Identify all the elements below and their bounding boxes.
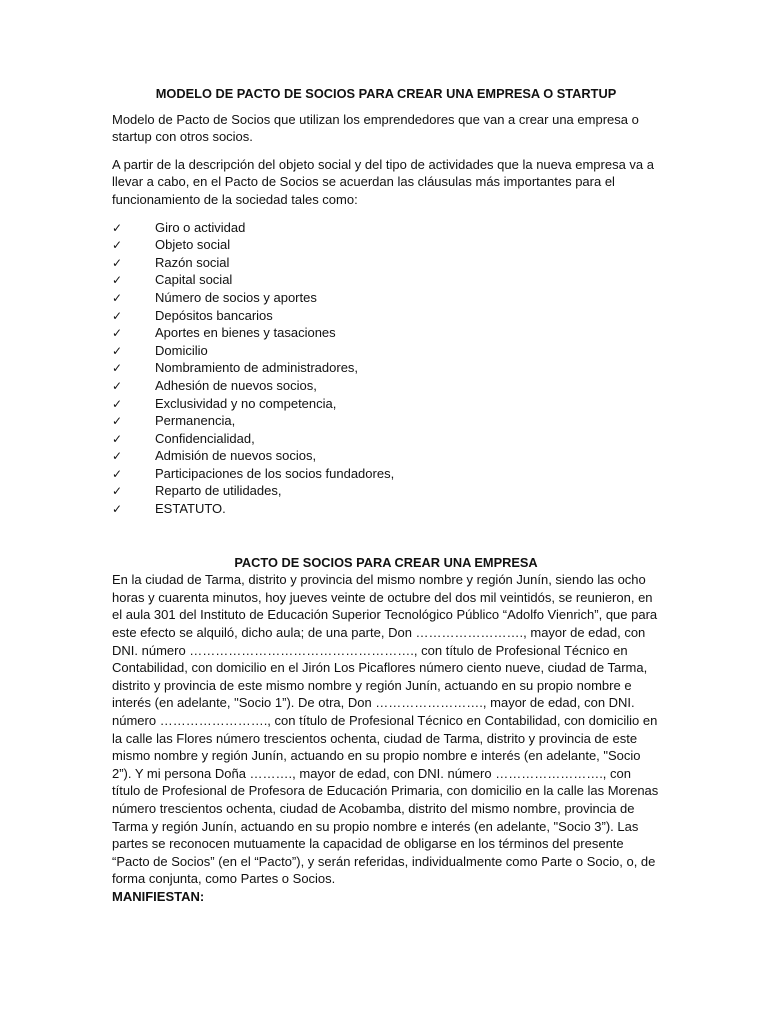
checkmark-icon: ✓ (112, 449, 123, 464)
checklist-item (112, 324, 660, 342)
document-title: MODELO DE PACTO DE SOCIOS PARA CREAR UNA EMPRESA O STARTUP (155, 86, 617, 101)
checklist-item (112, 289, 660, 307)
checklist-item (112, 447, 660, 465)
checklist-item-label: Giro o actividad (155, 219, 246, 235)
document-content (112, 85, 660, 906)
checklist-item (112, 500, 660, 518)
checklist-item-label: ESTATUTO. (155, 501, 226, 517)
description-paragraph: A partir de la descripción del objeto social y del tipo de actividades que la nueva empresa va a llevar a cabo, en el Pacto de Socios se acuerdan las cláusulas más importantes para el funcionamiento de la sociedad tales como: (112, 156, 654, 207)
checkmark-icon: ✓ (112, 255, 123, 270)
checkmark-icon: ✓ (112, 343, 123, 358)
checklist-item-label: Razón social (155, 254, 230, 270)
intro-paragraph: Modelo de Pacto de Socios que utilizan los emprendedores que van a crear una empresa o startup con otros socios. (112, 111, 639, 145)
checklist-item (112, 219, 660, 237)
checklist-item (112, 395, 660, 413)
section-title: PACTO DE SOCIOS PARA CREAR UNA EMPRESA (234, 554, 538, 570)
checkmark-icon: ✓ (112, 290, 123, 305)
checklist-item (112, 430, 660, 448)
checklist-item (112, 359, 660, 377)
checkmark-icon: ✓ (112, 502, 123, 517)
checklist-item-label: Domicilio (155, 342, 208, 358)
checklist-item (112, 271, 660, 289)
checkmark-icon: ✓ (112, 466, 123, 481)
checklist-item (112, 482, 660, 500)
checklist-item (112, 254, 660, 272)
checklist-item-label: Aportes en bienes y tasaciones (155, 325, 336, 341)
checkmark-icon: ✓ (112, 484, 123, 499)
checklist-item (112, 412, 660, 430)
checkmark-icon: ✓ (112, 273, 123, 288)
checkmark-icon: ✓ (112, 326, 123, 341)
checkmark-icon: ✓ (112, 361, 123, 376)
checkmark-icon: ✓ (112, 414, 123, 429)
checklist-item (112, 342, 660, 360)
checkmark-icon: ✓ (112, 220, 123, 235)
checklist-item-label: Exclusividad y no competencia, (155, 395, 337, 411)
checklist-item-label: Permanencia, (155, 413, 236, 429)
checklist-item-label: Confidencialidad, (155, 430, 255, 446)
checklist-item (112, 377, 660, 395)
checklist-item-label: Nombramiento de administradores, (155, 360, 359, 376)
checklist-item (112, 236, 660, 254)
checklist-item-label: Objeto social (155, 237, 231, 253)
agreement-body-paragraph: En la ciudad de Tarma, distrito y provincia del mismo nombre y región Junín, siendo las ocho horas y cuarenta minutos, hoy jueves veinte de octubre del dos mil veintidós, se reunieron, en el aula 301 del Instituto de Educación Superior Tecnológico Público “Adolfo Vienrich”, que para este efecto se alquiló, dicho aula; de una parte, Don ……………………., mayor de edad, con DNI. número ……………………………………………., con título de Profesional Técnico en Contabilidad, con domicilio en el Jirón Los Picaflores número ciento nueve, ciudad de Tarma, distrito y provincia de este mismo nombre y región Junín, actuando en su propio nombre e interés (en adelante, "Socio 1”). De otra, Don ……………………., mayor de edad, con DNI. número ……………………., con título de Profesional Técnico en Contabilidad, con domicilio en la calle las Flores número trescientos ochenta, ciudad de Tarma, distrito y provincia de este mismo nombre y región Junín, actuando en su propio nombre e interés (en adelante, "Socio 2”). Y mi persona Doña ………., mayor de edad, con DNI. número ……………………., con título de Profesional de Profesora de Educación Primaria, con domicilio en la calle las Morenas número trescientos ochenta, ciudad de Acobamba, distrito del mismo nombre, provincia de Tarma y región Junín, actuando en su propio nombre e interés (en adelante, "Socio 3”). Las partes se reconocen mutuamente la capacidad de obligarse en los términos del presente “Pacto de Socios” (en el “Pacto”), y serán referidas, individualmente como Parte o Socio, o, de forma conjunta, como Partes o Socios. (112, 572, 659, 887)
checkmark-icon: ✓ (112, 308, 123, 323)
checkmark-icon: ✓ (112, 378, 123, 393)
manifest-heading: MANIFIESTAN: (112, 888, 205, 904)
checkmark-icon: ✓ (112, 396, 123, 411)
checklist-item-label: Adhesión de nuevos socios, (155, 377, 317, 393)
checklist-item-label: Reparto de utilidades, (155, 483, 282, 499)
checklist-item-label: Participaciones de los socios fundadores, (155, 465, 395, 481)
checklist-item (112, 307, 660, 325)
clause-checklist (112, 219, 660, 518)
checklist-item (112, 465, 660, 483)
checklist-item-label: Admisión de nuevos socios, (155, 448, 317, 464)
checkmark-icon: ✓ (112, 238, 123, 253)
checklist-item-label: Depósitos bancarios (155, 307, 273, 323)
checkmark-icon: ✓ (112, 431, 123, 446)
checklist-item-label: Número de socios y aportes (155, 289, 317, 305)
checklist-item-label: Capital social (155, 272, 233, 288)
